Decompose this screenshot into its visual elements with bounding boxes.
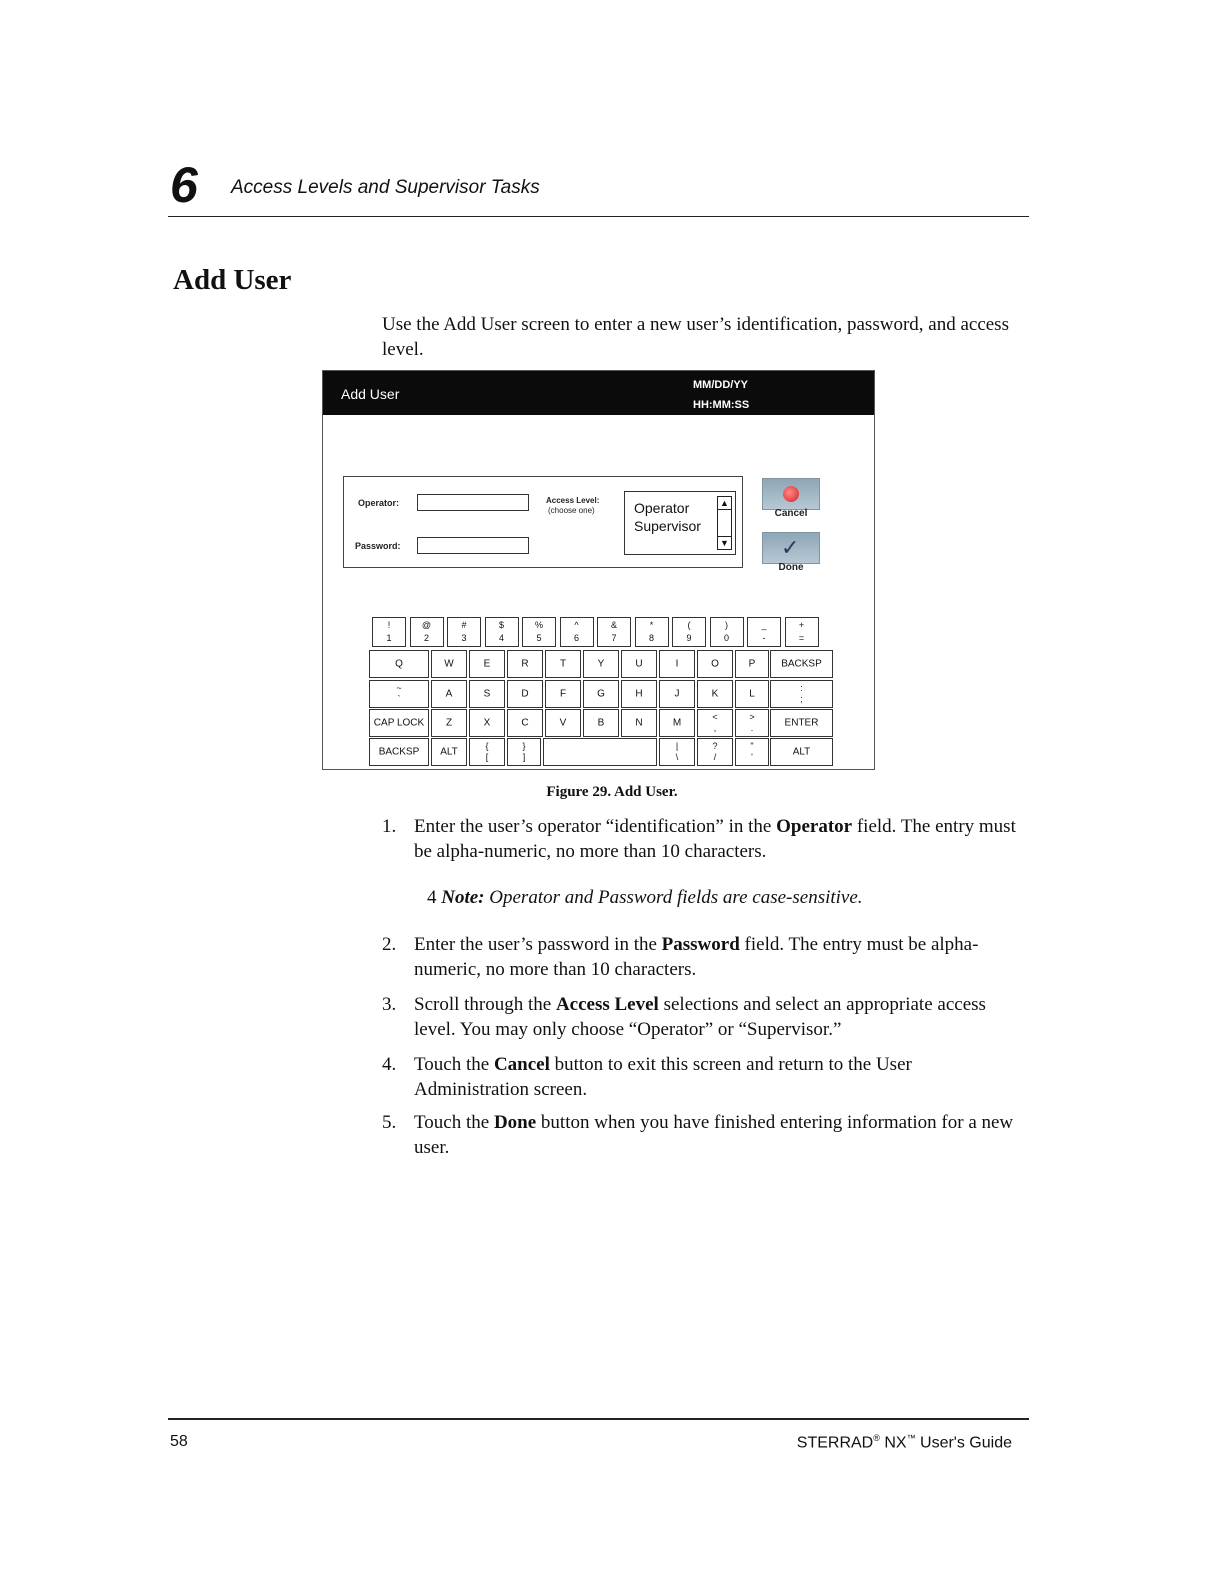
step-text: selections and select an appropriate access level. You may only choose “Operator” or “Supervisor.” bbox=[414, 994, 986, 1040]
scroll-track[interactable] bbox=[717, 510, 732, 536]
key-label: , bbox=[713, 723, 717, 733]
step-number: 3. bbox=[382, 994, 397, 1015]
keyboard-key[interactable] bbox=[545, 650, 581, 678]
key-label: Y bbox=[597, 658, 605, 670]
done-button[interactable] bbox=[762, 532, 820, 564]
key-label: * bbox=[649, 620, 654, 630]
key-label: } bbox=[522, 741, 526, 751]
key-label: 6 bbox=[573, 633, 579, 643]
key-label: 7 bbox=[611, 633, 617, 643]
access-level-label: Access Level: bbox=[546, 496, 600, 505]
keyboard-key[interactable] bbox=[735, 709, 769, 737]
step-3 bbox=[382, 992, 1022, 1042]
step-number: 2. bbox=[382, 934, 397, 955]
key-label: 4 bbox=[498, 633, 504, 643]
keyboard-key[interactable] bbox=[410, 617, 444, 647]
key-label: . bbox=[750, 723, 754, 733]
key-label: K bbox=[711, 688, 719, 700]
key-label: BACKSP bbox=[378, 746, 420, 758]
key-label: " bbox=[750, 741, 754, 751]
step-text: Enter the user’s password in the bbox=[414, 934, 662, 955]
key-label: 8 bbox=[648, 633, 654, 643]
key-label: ) bbox=[725, 620, 728, 630]
password-field[interactable] bbox=[417, 537, 529, 554]
keyboard-key[interactable] bbox=[735, 738, 769, 766]
note-marker: 4 bbox=[427, 887, 437, 908]
note-label: Note: bbox=[441, 887, 485, 908]
step-text: Scroll through the bbox=[414, 994, 556, 1015]
key-label: ~ bbox=[396, 683, 402, 693]
keyboard-key[interactable] bbox=[583, 650, 619, 678]
step-text: field. The entry must be alpha-numeric, no more than 10 characters. bbox=[414, 934, 979, 980]
key-label: + bbox=[798, 620, 805, 630]
keyboard-key[interactable] bbox=[770, 650, 833, 678]
key-label: % bbox=[534, 620, 543, 630]
operator-label: Operator: bbox=[358, 498, 400, 508]
footer-product: STERRAD bbox=[796, 1434, 874, 1452]
chapter-title: Access Levels and Supervisor Tasks bbox=[231, 177, 540, 198]
note-text: Operator and Password fields are case-sensitive. bbox=[489, 887, 863, 908]
key-label: : bbox=[800, 683, 803, 693]
keyboard-key[interactable] bbox=[672, 617, 706, 647]
cancel-label: Cancel bbox=[774, 508, 808, 519]
key-label: P bbox=[748, 658, 756, 670]
chapter-number: 6 bbox=[170, 157, 198, 213]
key-label: C bbox=[521, 717, 529, 729]
keyboard-key[interactable] bbox=[770, 680, 833, 708]
keyboard-key[interactable] bbox=[747, 617, 781, 647]
key-label: 3 bbox=[461, 633, 467, 643]
key-label: = bbox=[798, 633, 805, 643]
screen-header-bar bbox=[323, 371, 874, 415]
key-label: H bbox=[635, 688, 643, 700]
key-label: Z bbox=[445, 717, 453, 729]
step-1 bbox=[382, 814, 1022, 864]
keyboard-key[interactable] bbox=[469, 650, 505, 678]
scroll-up-arrow-icon[interactable]: ▲ bbox=[717, 496, 732, 510]
keyboard-key[interactable] bbox=[369, 650, 429, 678]
key-label: U bbox=[635, 658, 643, 670]
keyboard-key[interactable] bbox=[485, 617, 519, 647]
keyboard-key[interactable] bbox=[697, 709, 733, 737]
key-label: - bbox=[762, 633, 766, 643]
footer-guide: User's Guide bbox=[920, 1434, 1012, 1452]
key-label: ; bbox=[800, 694, 803, 704]
keyboard-key[interactable] bbox=[770, 738, 833, 766]
key-label: ALT bbox=[440, 746, 458, 758]
cancel-stop-icon bbox=[783, 486, 799, 502]
access-option-operator[interactable]: Operator bbox=[634, 500, 690, 516]
key-label: G bbox=[597, 688, 605, 700]
keyboard-key[interactable] bbox=[431, 709, 467, 737]
key-label: ENTER bbox=[784, 717, 819, 729]
keyboard-key[interactable] bbox=[543, 738, 657, 766]
checkmark-icon: ✓ bbox=[781, 535, 800, 560]
key-label: ( bbox=[687, 620, 691, 630]
key-label: BACKSP bbox=[781, 658, 822, 670]
key-label: 2 bbox=[423, 633, 429, 643]
key-label: D bbox=[521, 688, 529, 700]
key-label: { bbox=[485, 741, 489, 751]
key-label: A bbox=[445, 688, 453, 700]
key-label: \ bbox=[675, 752, 679, 762]
step-2 bbox=[382, 932, 1022, 982]
step-4 bbox=[382, 1052, 1022, 1102]
key-label: 5 bbox=[536, 633, 542, 643]
keyboard-key[interactable] bbox=[372, 617, 406, 647]
keyboard-key[interactable] bbox=[507, 650, 543, 678]
footer-divider bbox=[168, 1418, 1029, 1420]
key-label: B bbox=[597, 717, 605, 729]
page-number: 58 bbox=[170, 1433, 188, 1450]
key-label: # bbox=[461, 620, 467, 630]
keyboard-key[interactable] bbox=[369, 680, 429, 708]
key-label: / bbox=[713, 752, 717, 762]
key-label: R bbox=[521, 658, 529, 670]
key-label: T bbox=[559, 658, 567, 670]
keyboard-key[interactable] bbox=[735, 650, 769, 678]
key-label: @ bbox=[421, 620, 432, 630]
keyboard-key[interactable] bbox=[659, 738, 695, 766]
keyboard-key[interactable] bbox=[560, 617, 594, 647]
step-text: Enter the user’s operator “identification” in the bbox=[414, 816, 777, 837]
keyboard-key[interactable] bbox=[710, 617, 744, 647]
note bbox=[427, 887, 863, 909]
step-emphasis: Password bbox=[661, 934, 740, 955]
key-label: ] bbox=[522, 752, 526, 762]
keyboard-key[interactable] bbox=[431, 680, 467, 708]
key-label: Q bbox=[395, 658, 403, 670]
keyboard-key[interactable] bbox=[583, 709, 619, 737]
keyboard-key[interactable] bbox=[659, 680, 695, 708]
done-label: Done bbox=[778, 562, 804, 573]
keyboard-key[interactable] bbox=[507, 680, 543, 708]
key-label: 0 bbox=[723, 633, 729, 643]
keyboard-key[interactable] bbox=[507, 738, 541, 766]
footer-model: NX bbox=[884, 1434, 907, 1452]
keyboard-key[interactable] bbox=[507, 709, 543, 737]
key-label: | bbox=[675, 741, 679, 751]
intro-paragraph: Use the Add User screen to enter a new user’s identification, password, and access level. bbox=[382, 314, 1009, 360]
keyboard-key[interactable] bbox=[431, 738, 467, 766]
key-label: ^ bbox=[574, 620, 579, 630]
figure-caption: Figure 29. Add User. bbox=[546, 784, 678, 800]
cancel-button[interactable] bbox=[762, 478, 820, 510]
keyboard-key[interactable] bbox=[621, 709, 657, 737]
key-label: ' bbox=[751, 752, 753, 762]
keyboard-key[interactable] bbox=[770, 709, 833, 737]
screen-time: HH:MM:SS bbox=[693, 399, 750, 411]
screen-date: MM/DD/YY bbox=[693, 379, 748, 391]
keyboard-key[interactable] bbox=[469, 738, 505, 766]
key-label: $ bbox=[498, 620, 504, 630]
footer-reg-mark: ® bbox=[873, 1433, 880, 1443]
key-label: & bbox=[610, 620, 617, 630]
keyboard-key[interactable] bbox=[697, 680, 733, 708]
key-label: ` bbox=[397, 694, 401, 704]
step-emphasis: Cancel bbox=[493, 1054, 550, 1075]
step-number: 5. bbox=[382, 1112, 397, 1133]
step-emphasis: Done bbox=[493, 1112, 537, 1133]
keyboard-key[interactable] bbox=[369, 738, 429, 766]
step-text: button to exit this screen and return to the User Administration screen. bbox=[414, 1054, 912, 1100]
key-label: ? bbox=[712, 741, 718, 751]
key-label: S bbox=[483, 688, 491, 700]
keyboard-key[interactable] bbox=[545, 709, 581, 737]
step-text: field. The entry must be alpha-numeric, no more than 10 characters. bbox=[414, 816, 1016, 862]
step-5 bbox=[382, 1110, 1022, 1160]
keyboard-key[interactable] bbox=[522, 617, 556, 647]
keyboard-key[interactable] bbox=[785, 617, 819, 647]
access-option-supervisor[interactable]: Supervisor bbox=[634, 518, 701, 534]
keyboard-key[interactable] bbox=[545, 680, 581, 708]
key-label: J bbox=[674, 688, 680, 700]
key-label: 9 bbox=[686, 633, 692, 643]
step-number: 4. bbox=[382, 1054, 397, 1075]
keyboard-key[interactable] bbox=[621, 650, 657, 678]
key-label: _ bbox=[761, 620, 767, 630]
key-label: E bbox=[483, 658, 491, 670]
keyboard-key[interactable] bbox=[597, 617, 631, 647]
step-emphasis: Access Level bbox=[555, 994, 659, 1015]
keyboard-key[interactable] bbox=[469, 709, 505, 737]
access-level-listbox[interactable] bbox=[624, 491, 736, 555]
key-label: O bbox=[711, 658, 719, 670]
operator-field[interactable] bbox=[417, 494, 529, 511]
keyboard-key[interactable] bbox=[635, 617, 669, 647]
keyboard-key[interactable] bbox=[447, 617, 481, 647]
key-label: N bbox=[635, 717, 643, 729]
step-emphasis: Operator bbox=[776, 816, 853, 837]
step-text: Touch the bbox=[414, 1054, 494, 1075]
keyboard-key[interactable] bbox=[659, 709, 695, 737]
keyboard-key[interactable] bbox=[621, 680, 657, 708]
add-user-screen bbox=[322, 370, 875, 770]
key-label: I bbox=[675, 658, 679, 670]
key-label: < bbox=[712, 712, 718, 722]
section-title: Add User bbox=[173, 264, 292, 296]
step-text: button when you have finished entering information for a new user. bbox=[414, 1112, 1014, 1158]
user-form-box bbox=[343, 476, 743, 568]
key-label: M bbox=[672, 717, 682, 729]
footer-title bbox=[797, 1433, 1012, 1452]
key-label: X bbox=[483, 717, 491, 729]
screen-title: Add User bbox=[341, 386, 400, 402]
key-label: W bbox=[444, 658, 454, 670]
key-label: [ bbox=[485, 752, 489, 762]
key-label: CAP LOCK bbox=[373, 717, 425, 729]
key-label: 1 bbox=[386, 633, 392, 643]
header-divider bbox=[168, 216, 1029, 217]
keyboard-key[interactable] bbox=[659, 650, 695, 678]
key-label: V bbox=[559, 717, 567, 729]
keyboard-key[interactable] bbox=[583, 680, 619, 708]
keyboard-key[interactable] bbox=[431, 650, 467, 678]
key-label: F bbox=[559, 688, 567, 700]
password-label: Password: bbox=[355, 541, 401, 551]
scroll-down-arrow-icon[interactable]: ▼ bbox=[717, 536, 732, 550]
key-label: L bbox=[749, 688, 755, 700]
footer-tm-mark: ™ bbox=[906, 1433, 916, 1443]
keyboard-key[interactable] bbox=[469, 680, 505, 708]
step-number: 1. bbox=[382, 816, 397, 837]
access-level-hint: (choose one) bbox=[548, 506, 595, 515]
step-text: Touch the bbox=[414, 1112, 494, 1133]
key-label: ! bbox=[387, 620, 391, 630]
keyboard-key[interactable] bbox=[697, 738, 733, 766]
keyboard-key[interactable] bbox=[369, 709, 429, 737]
key-label: ALT bbox=[792, 746, 811, 758]
keyboard-key[interactable] bbox=[697, 650, 733, 678]
keyboard-key[interactable] bbox=[735, 680, 769, 708]
key-label: > bbox=[749, 712, 755, 722]
